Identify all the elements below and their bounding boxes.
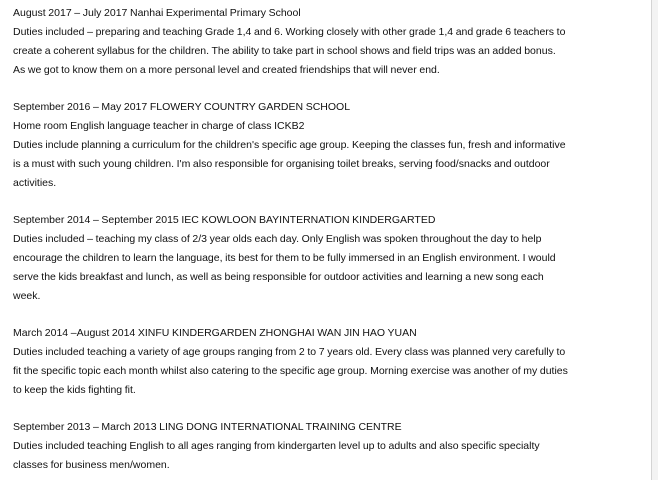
entry-heading: August 2017 – July 2017 Nanhai Experimental Primary School xyxy=(13,7,301,19)
entry-text-line: encourage the children to learn the language, its best for them to be fully immersed in an English environment. I would xyxy=(13,251,556,264)
entry-text-line: is a must with such young children. I'm also responsible for organising toilet breaks, serving food/snacks and outdoor xyxy=(13,157,550,170)
entry-heading: March 2014 –August 2014 XINFU KINDERGARDEN ZHONGHAI WAN JIN HAO YUAN xyxy=(13,327,417,340)
experience-entry-nanhai xyxy=(13,4,633,80)
experience-entry-xinfu xyxy=(13,324,633,400)
entry-text-line: As we got to know them on a more personal level and created friendships that will never end. xyxy=(13,63,440,76)
entry-text-line: fit the specific topic each month whilst also catering to the specific age group. Morning exercise was another of my duties xyxy=(13,365,568,377)
entry-text-line: Duties included teaching English to all ages ranging from kindergarten level up to adults and also specific specialty xyxy=(13,440,540,453)
entry-text-line: create a coherent syllabus for the children. The ability to take part in school shows and field trips was an added bonus. xyxy=(13,44,556,57)
entry-text-line: classes for business men/women. xyxy=(13,459,170,472)
entry-text-line: Home room English language teacher in charge of class ICKB2 xyxy=(13,120,305,133)
entry-text-line: Duties included teaching a variety of age groups ranging from 2 to 7 years old. Every class was planned very carefully to xyxy=(13,346,566,359)
experience-entry-ling-dong xyxy=(13,418,633,475)
experience-entry-flowery xyxy=(13,98,633,193)
entry-heading: September 2013 – March 2013 LING DONG INTERNATIONAL TRAINING CENTRE xyxy=(13,421,402,434)
entry-text-line: activities. xyxy=(13,176,57,189)
entry-heading: September 2014 – September 2015 IEC KOWLOON BAYINTERNATION KINDERGARTED xyxy=(13,214,436,227)
entry-text-line: Duties include planning a curriculum for the children's specific age group. Keeping the classes fun, fresh and informative xyxy=(13,138,566,151)
entry-text-line: Duties included – preparing and teaching Grade 1,4 and 6. Working closely with other grade 1,4 and grade 6 teachers to xyxy=(13,25,566,38)
experience-list xyxy=(13,4,633,494)
experience-entry-iec xyxy=(13,211,633,306)
entry-heading: September 2016 – May 2017 FLOWERY COUNTRY GARDEN SCHOOL xyxy=(13,101,351,114)
scrollbar-track[interactable] xyxy=(652,0,658,480)
entry-text-line: week. xyxy=(13,289,41,302)
entry-text-line: serve the kids breakfast and lunch, as well as being responsible for outdoor activities and learning a new song each xyxy=(13,270,544,283)
entry-text-line: Duties included – teaching my class of 2/3 year olds each day. Only English was spoken throughout the day to help xyxy=(13,233,542,246)
entry-text-line: to keep the kids fighting fit. xyxy=(13,383,136,396)
